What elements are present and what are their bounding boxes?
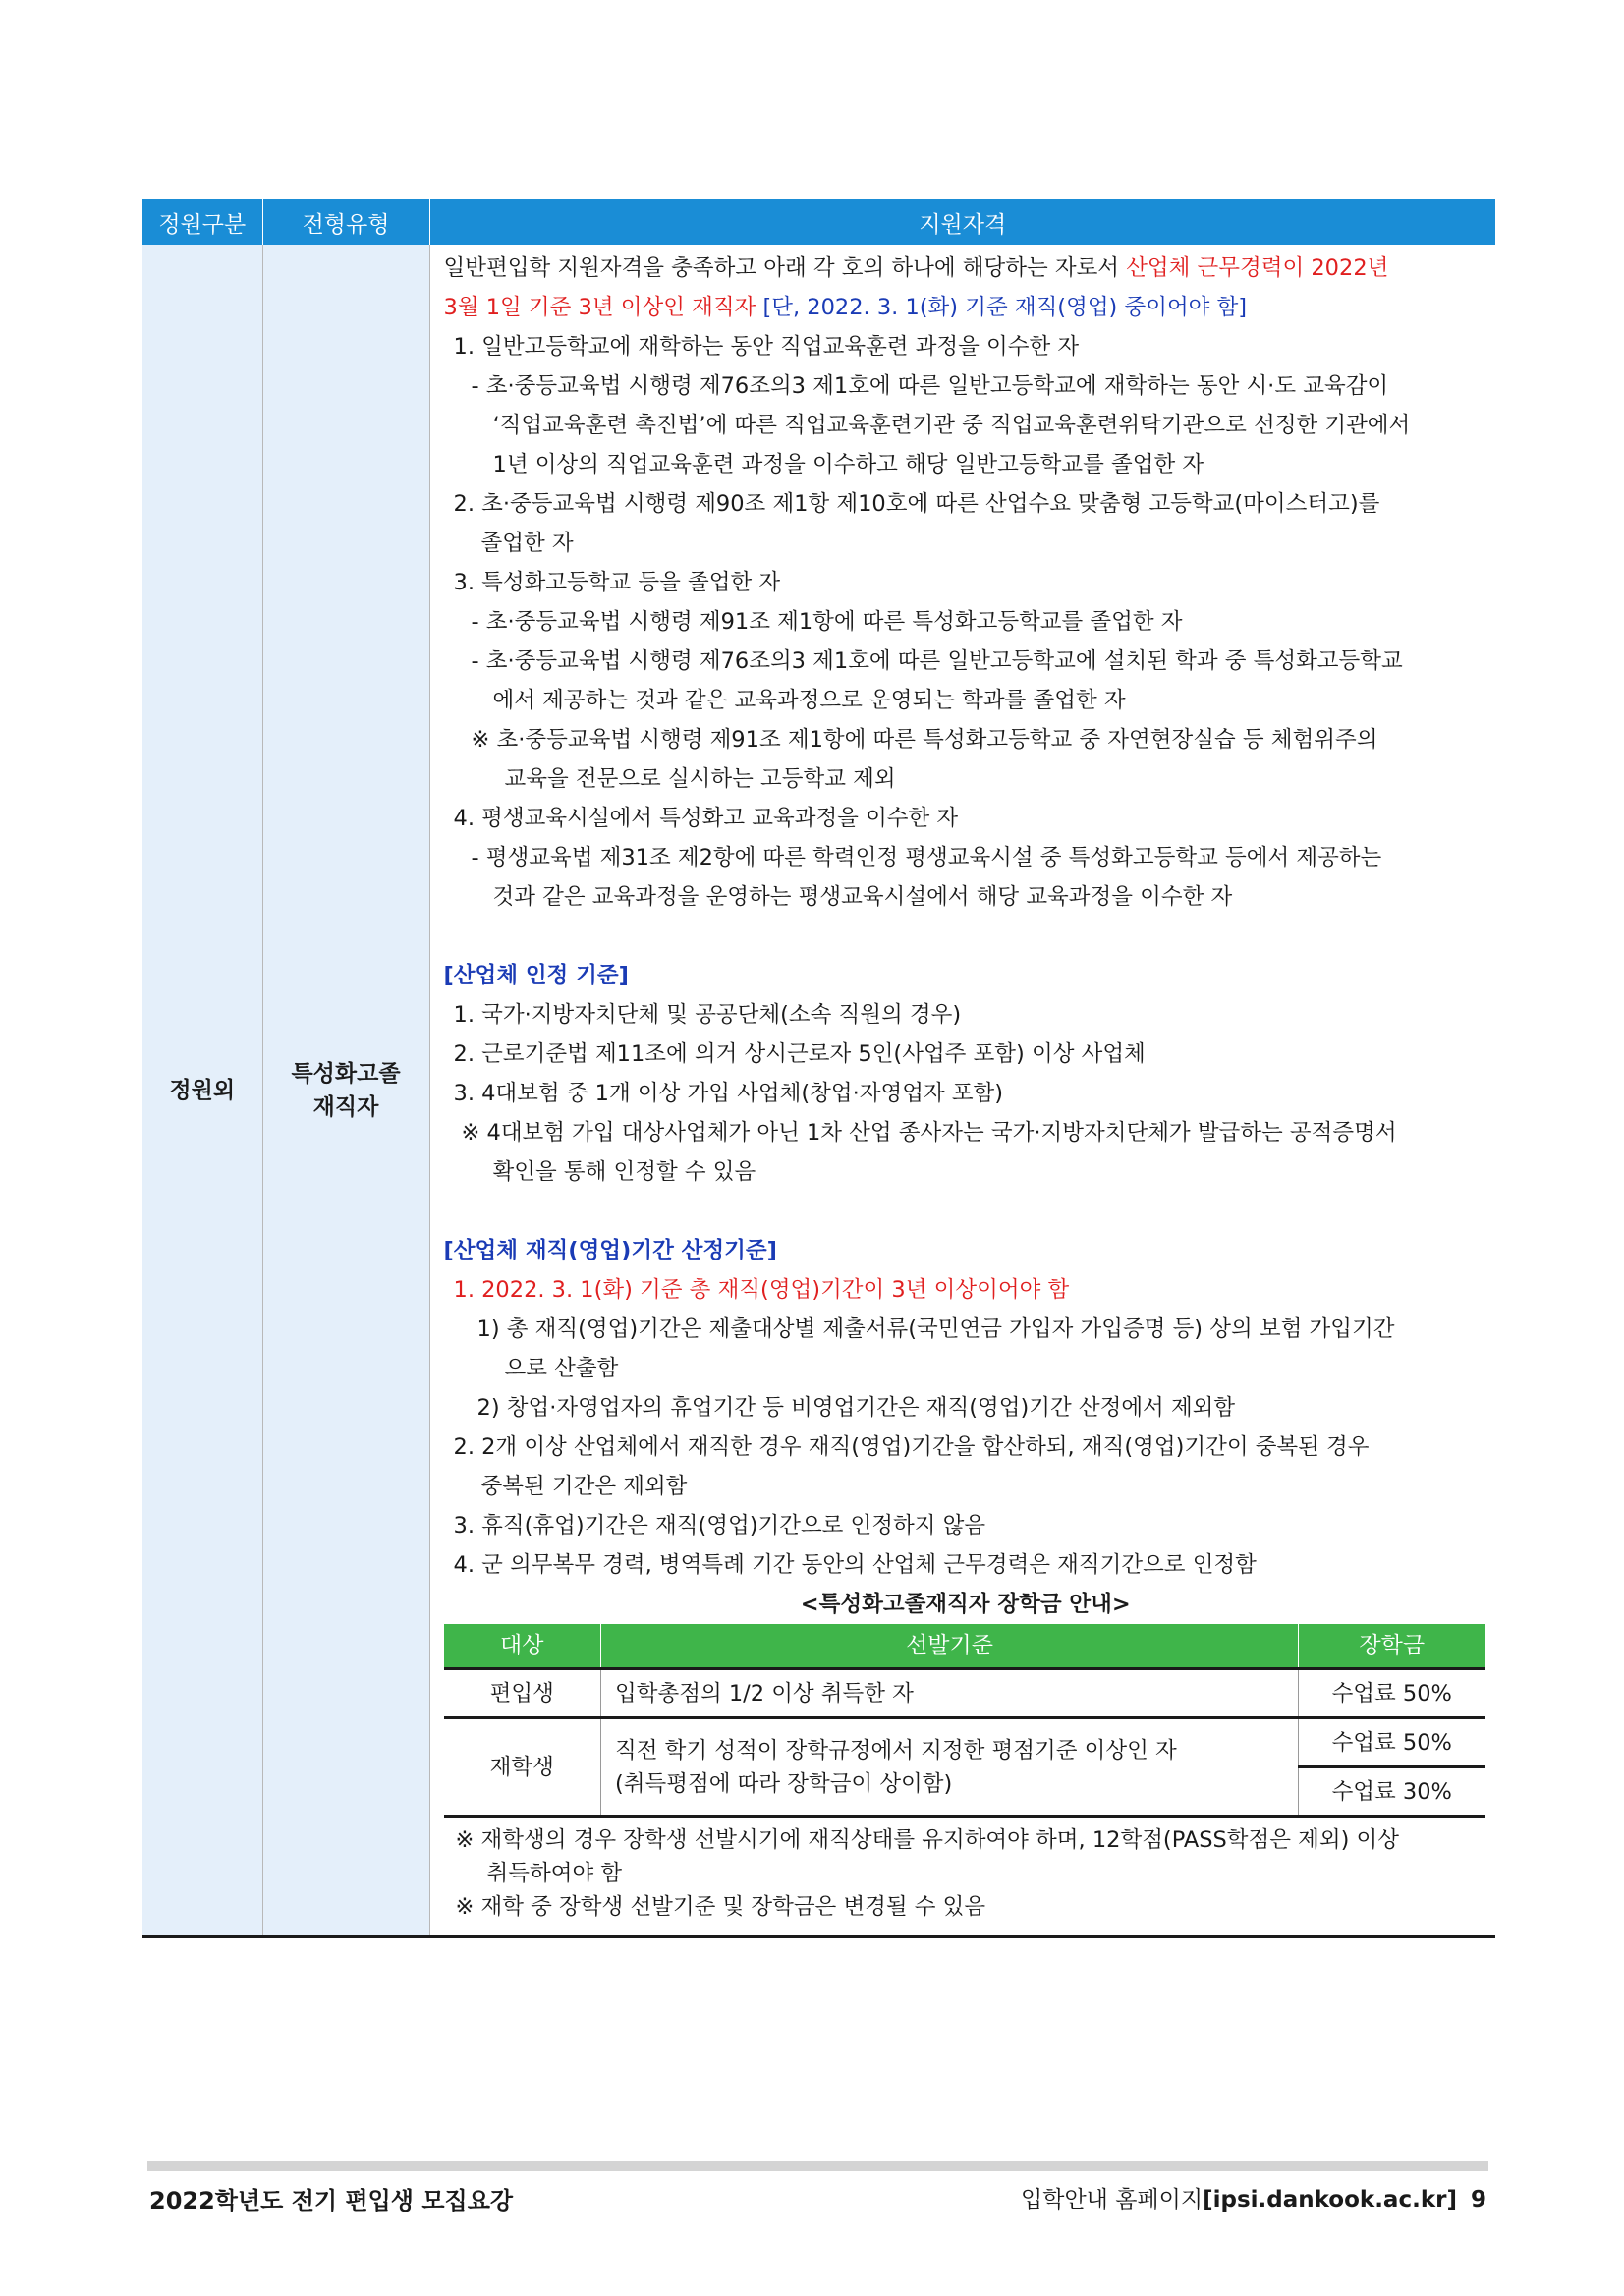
scholarship-criteria-enrolled-line1: 직전 학기 성적이 장학규정에서 지정한 평점기준 이상인 자 [615, 1737, 1177, 1764]
table-row [444, 1718, 1485, 1767]
scholarship-header-criteria: 선발기준 [601, 1624, 1299, 1669]
period-1a-line2: 으로 산출함 [504, 1356, 619, 1381]
period-1b: 2) 창업·자영업자의 휴업기간 등 비영업기간은 재직(영업)기간 산정에서 제외함 [476, 1395, 1236, 1421]
criteria-1: 1. 국가·지방자치단체 및 공공단체(소속 직원의 경우) [453, 1002, 962, 1028]
criteria-3: 3. 4대보험 중 1개 이상 가입 사업체(창업·자영업자 포함) [453, 1081, 1004, 1106]
footer-info [1021, 2181, 1486, 2213]
scholarship-criteria-enrolled-line2: (취득평점에 따라 장학금이 상이함) [615, 1770, 953, 1797]
intro-highlight-2: 3월 1일 기준 3년 이상인 재직자 [443, 295, 756, 320]
criteria-note-line2: 확인을 통해 인정할 수 있음 [492, 1159, 756, 1185]
quota-category: 정원외 [169, 1077, 236, 1103]
item-3-note-line2: 교육을 전문으로 실시하는 고등학교 제외 [504, 766, 896, 792]
footer-homepage-label: 입학안내 홈페이지 [1021, 2187, 1204, 2212]
header-admission-type: 전형유형 [262, 199, 429, 245]
eligibility-content [429, 245, 1495, 1937]
scholarship-note-2: ※ 재학 중 장학생 선발기준 및 장학금은 변경될 수 있음 [455, 1894, 986, 1920]
scholarship-note-1-line2: 취득하여야 함 [486, 1861, 623, 1886]
page-number: 9 [1470, 2187, 1486, 2212]
item-4a-line2: 것과 같은 교육과정을 운영하는 평생교육시설에서 해당 교육과정을 이수한 자 [492, 884, 1233, 910]
scholarship-target-transfer: 편입생 [444, 1669, 601, 1718]
footer-divider [147, 2161, 1488, 2171]
qualification-table [142, 199, 1495, 1938]
item-3a: - 초·중등교육법 시행령 제91조 제1항에 따른 특성화고등학교를 졸업한 자 [471, 609, 1183, 635]
scholarship-header-target: 대상 [444, 1624, 601, 1669]
scholarship-title: <특성화고졸재직자 장학금 안내> [800, 1592, 1131, 1617]
item-1a-line1: - 초·중등교육법 시행령 제76조의3 제1호에 따른 일반고등학교에 재학하는 동안 시·도 교육감이 [471, 373, 1389, 399]
header-eligibility: 지원자격 [429, 199, 1495, 245]
period-title: [산업체 재직(영업)기간 산정기준] [443, 1238, 777, 1263]
footer-document-title: 2022학년도 전기 편입생 모집요강 [149, 2187, 514, 2214]
admission-type-line1: 특성화고졸 [291, 1060, 401, 1087]
item-2-line2: 졸업한 자 [480, 531, 574, 556]
intro-highlight-1: 산업체 근무경력이 2022년 [1126, 255, 1389, 281]
table-row [444, 1669, 1485, 1718]
scholarship-note-1-line1: ※ 재학생의 경우 장학생 선발시기에 재직상태를 유지하여야 하며, 12학점(PASS학점은 제외) 이상 [455, 1827, 1400, 1853]
period-1: 1. 2022. 3. 1(화) 기준 총 재직(영업)기간이 3년 이상이어야 함 [453, 1277, 1070, 1303]
item-3: 3. 특성화고등학교 등을 졸업한 자 [453, 570, 781, 595]
scholarship-amount-transfer: 수업료 50% [1299, 1669, 1485, 1718]
scholarship-header-amount: 장학금 [1299, 1624, 1485, 1669]
intro-line1 [444, 249, 1488, 288]
scholarship-amount-enrolled-1: 수업료 50% [1299, 1718, 1485, 1767]
footer-homepage-link[interactable]: [ipsi.dankook.ac.kr] [1203, 2187, 1457, 2212]
admission-type-line2: 재직자 [312, 1093, 379, 1120]
item-4a-line1: - 평생교육법 제31조 제2항에 따른 학력인정 평생교육시설 중 특성화고등학교 등에서 제공하는 [471, 845, 1382, 870]
scholarship-notes [444, 1823, 1488, 1924]
item-1a-line3: 1년 이상의 직업교육훈련 과정을 이수하고 해당 일반고등학교를 졸업한 자 [492, 452, 1204, 477]
item-1a-line2: ‘직업교육훈련 촉진법’에 따른 직업교육훈련기관 중 직업교육훈련위탁기관으로 선정한 기관에서 [492, 413, 1411, 438]
admission-type-cell [262, 245, 429, 1937]
scholarship-table [444, 1624, 1485, 1818]
intro-text: 일반편입학 지원자격을 충족하고 아래 각 호의 하나에 해당하는 자로서 [443, 255, 1127, 281]
item-4: 4. 평생교육시설에서 특성화고 교육과정을 이수한 자 [453, 806, 959, 831]
item-1: 1. 일반고등학교에 재학하는 동안 직업교육훈련 과정을 이수한 자 [453, 334, 1080, 360]
scholarship-target-enrolled: 재학생 [444, 1718, 601, 1817]
header-quota-category: 정원구분 [142, 199, 262, 245]
scholarship-criteria-transfer: 입학총점의 1/2 이상 취득한 자 [601, 1669, 1299, 1718]
item-2-line1: 2. 초·중등교육법 시행령 제90조 제1항 제10호에 따른 산업수요 맞춤형 고등학교(마이스터고)를 [453, 491, 1380, 517]
item-3b-line1: - 초·중등교육법 시행령 제76조의3 제1호에 따른 일반고등학교에 설치된 학과 중 특성화고등학교 [471, 648, 1403, 674]
quota-category-cell [142, 245, 262, 1937]
item-3b-line2: 에서 제공하는 것과 같은 교육과정으로 운영되는 학과를 졸업한 자 [492, 688, 1126, 713]
item-3-note-line1: ※ 초·중등교육법 시행령 제91조 제1항에 따른 특성화고등학교 중 자연현장실습 등 체험위주의 [471, 727, 1378, 753]
period-2-line1: 2. 2개 이상 산업체에서 재직한 경우 재직(영업)기간을 합산하되, 재직(영업)기간이 중복된 경우 [453, 1434, 1370, 1460]
scholarship-amount-enrolled-2: 수업료 30% [1299, 1767, 1485, 1817]
period-4: 4. 군 의무복무 경력, 병역특례 기간 동안의 산업체 근무경력은 재직기간으로 인정함 [453, 1552, 1257, 1578]
criteria-note-line1: ※ 4대보험 가입 대상사업체가 아닌 1차 산업 종사자는 국가·지방자치단체가 발급하는 공적증명서 [461, 1120, 1397, 1146]
period-2-line2: 중복된 기간은 제외함 [480, 1474, 688, 1499]
intro-note: [단, 2022. 3. 1(화) 기준 재직(영업) 중이어야 함] [756, 295, 1248, 320]
period-3: 3. 휴직(휴업)기간은 재직(영업)기간으로 인정하지 않음 [453, 1513, 986, 1539]
scholarship-criteria-enrolled [601, 1718, 1299, 1817]
criteria-title: [산업체 인정 기준] [443, 963, 629, 988]
criteria-2: 2. 근로기준법 제11조에 의거 상시근로자 5인(사업주 포함) 이상 사업체 [453, 1041, 1146, 1067]
period-1a-line1: 1) 총 재직(영업)기간은 제출대상별 제출서류(국민연금 가입자 가입증명 등) 상의 보험 가입기간 [476, 1316, 1395, 1342]
intro-line2 [444, 288, 1488, 327]
